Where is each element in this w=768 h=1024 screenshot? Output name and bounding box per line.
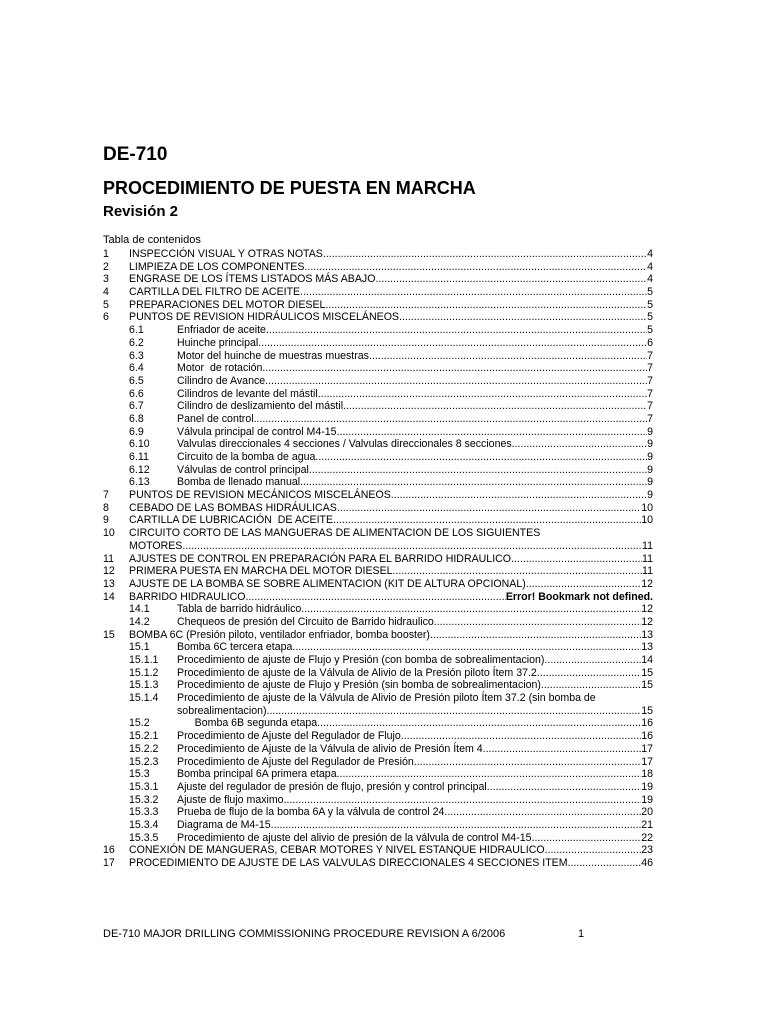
toc-dot-leader [568, 857, 642, 870]
toc-entry-title: Prueba de flujo de la bomba 6A y la válvula de control 24 [177, 806, 445, 819]
toc-entry-page: 5 [647, 311, 653, 324]
toc-entry[interactable] [103, 413, 653, 426]
toc-dot-leader [399, 311, 647, 324]
toc-entry-number: 6.1 [129, 324, 144, 337]
toc-entry-number: 15.1.1 [129, 654, 159, 666]
toc-entry-title: BOMBA 6C (Presión piloto, ventilador enfriador, bomba booster) [129, 628, 430, 641]
toc-entry-number: 13 [103, 577, 115, 590]
toc-entry-number: 15.2 [129, 717, 150, 730]
toc-entry[interactable] [103, 464, 653, 477]
toc-entry-title: PRIMERA PUESTA EN MARCHA DEL MOTOR DIESEL [129, 565, 393, 578]
toc-entry-title: Válvula principal de control M4-15 [177, 425, 337, 438]
toc-entry-page: 12 [641, 615, 653, 628]
toc-entry[interactable] [103, 768, 653, 781]
toc-entry[interactable] [103, 819, 653, 832]
toc-entry[interactable] [103, 337, 653, 350]
toc-entry-number: 15.2.1 [129, 730, 159, 743]
toc-entry[interactable] [103, 565, 653, 578]
toc-entry-title: CONEXIÓN DE MANGUERAS, CEBAR MOTORES Y NIVEL ESTANQUE HIDRAULICO [129, 844, 545, 857]
toc-dot-leader [292, 641, 641, 654]
toc-dot-leader [369, 350, 647, 363]
toc-entry-title: Válvulas de control principal [177, 463, 309, 476]
toc-entry-title: AJUSTE DE LA BOMBA SE SOBRE ALIMENTACION (KIT DE ALTURA OPCIONAL) [129, 577, 526, 590]
toc-entry-title: Procedimiento de Ajuste de la Válvula de alivio de Presión Ítem 4 [177, 742, 483, 755]
toc-entry-number: 15.1.2 [129, 666, 159, 679]
toc-entry-title: INSPECCIÓN VISUAL Y OTRAS NOTAS [129, 248, 323, 260]
toc-entry-page: 12 [641, 577, 653, 590]
toc-entry-number: 6.3 [129, 349, 144, 362]
toc-entry[interactable] [103, 286, 653, 299]
footer-text: DE-710 MAJOR DRILLING COMMISSIONING PROCEDURE REVISION A 6/2006 [103, 928, 506, 940]
toc-entry-title: Cilindro de Avance [177, 374, 266, 387]
toc-entry-number: 16 [103, 844, 115, 857]
toc-dot-leader [444, 806, 641, 819]
toc-entry-number: 15.3 [129, 768, 150, 781]
toc-entry-page: 17 [641, 755, 653, 768]
toc-entry-title: Circuito de la bomba de agua [177, 451, 316, 463]
toc-entry-page: 4 [647, 248, 653, 260]
toc-entry[interactable] [103, 375, 653, 388]
toc-entry-title: CARTILLA DE LUBRICACIÓN DE ACEITE [129, 514, 334, 527]
toc-entry-title: Bomba 6B segunda etapa [177, 717, 318, 730]
toc-dot-leader [258, 337, 647, 350]
toc-entry-title: Procedimiento de Ajuste del Regulador de Presión [177, 755, 414, 768]
toc-entry-number: 17 [103, 857, 115, 869]
toc-entry-number: 15.3.2 [129, 793, 159, 806]
toc-entry-page: 9 [647, 489, 653, 502]
toc-entry-number: 12 [103, 565, 115, 578]
toc-entry-title: Procedimiento de ajuste de la Válvula de Alivio de Presión piloto Ítem 37.2 (sin bomba de [177, 692, 596, 705]
toc-entry-page: 10 [641, 501, 653, 514]
toc-entry-number: 6.11 [129, 451, 149, 463]
toc-entry[interactable] [103, 514, 653, 527]
toc-entry-page: 4 [647, 273, 653, 286]
toc-entry-page: 9 [647, 451, 653, 463]
toc-dot-leader [544, 654, 641, 667]
toc-heading: Tabla de contenidos [103, 234, 201, 246]
toc-entry[interactable] [103, 679, 653, 692]
toc-entry-page: 20 [641, 806, 653, 819]
toc-entry[interactable] [103, 730, 653, 743]
toc-entry-continuation[interactable] [103, 540, 653, 553]
toc-entry-title: Valvulas direccionales 4 secciones / Valvulas direccionales 8 secciones [177, 438, 512, 451]
toc-dot-leader [254, 413, 648, 426]
toc-entry-number: 6 [103, 311, 109, 324]
toc-entry-title: Diagrama de M4-15 [177, 818, 271, 831]
toc-entry-number: 14.1 [129, 603, 150, 616]
toc-dot-leader [333, 514, 641, 527]
toc-entry-title: Chequeos de presión del Circuito de Barrido hidraulico [177, 615, 434, 628]
toc-entry-page: 46 [641, 857, 653, 869]
toc-entry-number: 15.2.2 [129, 742, 159, 755]
toc-entry-page: 21 [641, 818, 653, 831]
toc-entry-page: 19 [641, 793, 653, 806]
toc-entry-number: 2 [103, 260, 109, 273]
toc-entry-title: Cilindros de levante del mástil [177, 387, 318, 400]
toc-dot-leader [323, 248, 647, 261]
toc-entry-page: 7 [647, 387, 653, 400]
toc-entry[interactable] [103, 388, 653, 401]
toc-entry-number: 15.3.3 [129, 806, 159, 819]
toc-dot-leader [315, 451, 647, 464]
toc-entry-title: Ajuste del regulador de presión de flujo, presión y control principal [177, 780, 487, 793]
toc-entry[interactable] [103, 717, 653, 730]
toc-dot-leader [246, 591, 506, 604]
toc-entry[interactable] [103, 743, 653, 756]
toc-entry-title: CIRCUITO CORTO DE LAS MANGUERAS DE ALIMENTACION DE LOS SIGUIENTES [129, 527, 541, 540]
toc-entry[interactable] [103, 616, 653, 629]
toc-entry-page: 9 [647, 425, 653, 438]
toc-entry-page: 7 [647, 374, 653, 387]
toc-entry-title: PREPARACIONES DEL MOTOR DIESEL [129, 298, 326, 311]
toc-entry-number: 5 [103, 298, 109, 311]
toc-dot-leader [317, 717, 641, 730]
toc-entry[interactable] [103, 426, 653, 439]
toc-dot-leader [401, 730, 641, 743]
toc-entry[interactable] [103, 806, 653, 819]
toc-entry[interactable] [103, 362, 653, 375]
toc-dot-leader [483, 743, 642, 756]
toc-dot-leader [512, 438, 647, 451]
toc-entry-number: 6.4 [129, 362, 144, 375]
toc-entry-number: 10 [103, 527, 115, 540]
toc-entry[interactable] [103, 857, 653, 870]
toc-entry-title: PUNTOS DE REVISION HIDRÁULICOS MISCELÁNEOS [129, 311, 400, 324]
toc-entry[interactable] [103, 692, 653, 705]
toc-dot-leader [532, 832, 642, 845]
toc-entry[interactable] [103, 667, 653, 680]
toc-entry-page: 9 [647, 438, 653, 451]
toc-entry-page: 11 [642, 539, 653, 552]
footer-page-number: 1 [578, 928, 585, 940]
toc-dot-leader [337, 768, 642, 781]
toc-entry-page: 15 [641, 666, 653, 679]
toc-entry-number: 1 [103, 248, 109, 260]
toc-dot-leader [337, 502, 641, 515]
toc-dot-leader [537, 667, 641, 680]
toc-entry-number: 14.2 [129, 615, 150, 628]
toc-entry-page: 5 [647, 298, 653, 311]
toc-entry-page: 9 [647, 476, 653, 489]
toc-dot-leader [300, 476, 647, 489]
document-code: DE-710 [103, 144, 168, 165]
toc-entry-page: 14 [641, 654, 653, 666]
toc-entry-number: 9 [103, 514, 109, 527]
toc-entry-title: Cilindro de deslizamiento del mástil [177, 400, 344, 413]
toc-dot-leader [541, 679, 641, 692]
toc-entry-title: Tabla de barrido hidráulico. [177, 603, 305, 616]
toc-entry[interactable] [103, 844, 653, 857]
toc-entry[interactable] [103, 311, 653, 324]
toc-entry-title: BARRIDO HIDRAULICO [129, 590, 246, 603]
toc-entry-title: AJUSTES DE CONTROL EN PREPARACIÓN PARA EL BARRIDO HIDRAULICO [129, 552, 512, 565]
toc-entry-number: 6.9 [129, 425, 144, 438]
toc-dot-leader [265, 375, 647, 388]
toc-dot-leader [430, 629, 641, 642]
toc-entry-number: 15.2.3 [129, 755, 159, 768]
toc-entry-title: Procedimiento de ajuste de la Válvula de Alivio de la Presión piloto Ítem 37.2 [177, 666, 537, 679]
toc-dot-leader [545, 844, 642, 857]
toc-entry[interactable] [103, 324, 653, 337]
toc-entry-page: 16 [641, 717, 653, 730]
toc-entry[interactable] [103, 248, 653, 261]
toc-entry-page: 5 [647, 286, 653, 299]
toc-entry-page: 7 [647, 400, 653, 413]
toc-entry-number: 15.3.5 [129, 831, 159, 844]
document-title: PROCEDIMIENTO DE PUESTA EN MARCHA [103, 178, 476, 198]
toc-dot-leader [526, 578, 641, 591]
toc-entry-title: Procedimiento de Ajuste del Regulador de Flujo [177, 730, 401, 743]
toc-dot-leader [284, 794, 642, 807]
toc-entry-page: 7 [647, 362, 653, 375]
toc-entry-bookmark-error: Error! Bookmark not defined. [505, 590, 653, 603]
toc-entry-title: LIMPIEZA DE LOS COMPONENTES [129, 260, 305, 273]
toc-entry[interactable] [103, 476, 653, 489]
toc-dot-leader [304, 261, 647, 274]
toc-entry-number: 15 [103, 628, 115, 641]
toc-entry-number: 6.6 [129, 387, 144, 400]
toc-entry-number: 11 [103, 552, 114, 565]
document-revision: Revisión 2 [103, 203, 179, 220]
toc-entry-number: 8 [103, 501, 109, 514]
toc-entry-page: 11 [642, 565, 653, 578]
toc-entry-number: 15.1.3 [129, 679, 159, 692]
table-of-contents [103, 248, 653, 870]
toc-entry[interactable] [103, 553, 653, 566]
toc-entry-title: Huinche principal [177, 336, 259, 349]
toc-entry[interactable] [103, 832, 653, 845]
toc-entry[interactable] [103, 350, 653, 363]
toc-dot-leader [304, 603, 641, 616]
toc-entry-title: Bomba principal 6A primera etapa [177, 768, 337, 781]
toc-entry-page: 18 [641, 768, 653, 781]
toc-entry-title: Procedimiento de ajuste del alivio de presión de la válvula de control M4-15 [177, 831, 532, 844]
toc-dot-leader [414, 756, 641, 769]
toc-entry[interactable] [103, 591, 653, 604]
toc-dot-leader [266, 324, 647, 337]
toc-entry[interactable] [103, 489, 653, 502]
toc-entry-number: 6.8 [129, 412, 144, 425]
toc-dot-leader [511, 553, 642, 566]
toc-entry-page: 7 [647, 349, 653, 362]
toc-entry[interactable] [103, 629, 653, 642]
toc-entry-page: 5 [647, 324, 653, 337]
toc-entry-page: 15 [641, 704, 653, 717]
toc-dot-leader [325, 299, 647, 312]
toc-entry-page: 16 [641, 730, 653, 743]
toc-entry[interactable] [103, 400, 653, 413]
toc-entry-number: 15.1.4 [129, 692, 159, 705]
toc-entry-page: 19 [641, 780, 653, 793]
toc-entry[interactable] [103, 273, 653, 286]
toc-entry[interactable] [103, 299, 653, 312]
toc-entry-page: 22 [641, 831, 653, 844]
toc-dot-leader [271, 819, 642, 832]
toc-entry[interactable] [103, 794, 653, 807]
toc-entry[interactable] [103, 261, 653, 274]
toc-entry-continuation[interactable] [103, 705, 653, 718]
toc-entry-title: Ajuste de flujo maximo [177, 793, 284, 806]
toc-entry-number: 15.1 [129, 641, 150, 654]
toc-entry-title: Bomba de llenado manual [177, 476, 301, 489]
toc-dot-leader [391, 489, 647, 502]
toc-dot-leader [267, 705, 642, 718]
toc-entry-title: Bomba 6C tercera etapa [177, 641, 293, 654]
toc-dot-leader [318, 388, 647, 401]
toc-dot-leader [375, 273, 647, 286]
toc-entry[interactable] [103, 451, 653, 464]
toc-entry-number: 6.12 [129, 463, 150, 476]
toc-entry-page: 4 [647, 260, 653, 273]
toc-entry-page: 10 [641, 514, 653, 527]
toc-entry-number: 6.13 [129, 476, 150, 489]
toc-dot-leader [337, 426, 648, 439]
toc-entry-page: 12 [641, 603, 653, 616]
toc-entry-number: 15.3.1 [129, 780, 159, 793]
toc-entry-number: 15.3.4 [129, 818, 159, 831]
toc-entry-number: 6.2 [129, 336, 144, 349]
toc-dot-leader [343, 400, 647, 413]
toc-entry[interactable] [103, 438, 653, 451]
toc-dot-leader [262, 362, 647, 375]
toc-dot-leader [487, 781, 641, 794]
toc-entry-page: 6 [647, 336, 653, 349]
toc-entry-page: 11 [642, 552, 653, 565]
toc-entry-title: Procedimiento de ajuste de Flujo y Presión (sin bomba de sobrealimentacion) [177, 679, 541, 692]
toc-dot-leader [393, 565, 642, 578]
toc-entry[interactable] [103, 527, 653, 540]
toc-dot-leader [309, 464, 647, 477]
toc-dot-leader [300, 286, 647, 299]
toc-entry[interactable] [103, 641, 653, 654]
toc-entry[interactable] [103, 578, 653, 591]
toc-entry-title-continued: MOTORES [129, 539, 183, 552]
toc-entry-title: PROCEDIMIENTO DE AJUSTE DE LAS VALVULAS DIRECCIONALES 4 SECCIONES ITEM [129, 857, 568, 869]
toc-entry-page: 17 [641, 742, 653, 755]
toc-entry[interactable] [103, 781, 653, 794]
toc-entry-title: Procedimiento de ajuste de Flujo y Presión (con bomba de sobrealimentacion) [177, 654, 545, 666]
toc-entry[interactable] [103, 502, 653, 515]
toc-dot-leader [434, 616, 641, 629]
toc-entry-number: 6.5 [129, 374, 144, 387]
toc-entry-number: 4 [103, 286, 109, 299]
toc-entry-page: 13 [641, 628, 653, 641]
toc-entry-title: CARTILLA DEL FILTRO DE ACEITE [129, 286, 301, 299]
toc-entry-title: Motor del huinche de muestras muestras [177, 349, 369, 362]
toc-entry-title: PUNTOS DE REVISION MECÁNICOS MISCELÁNEOS [129, 489, 391, 502]
toc-entry-page: 9 [647, 463, 653, 476]
toc-entry-page: 7 [647, 412, 653, 425]
toc-entry[interactable] [103, 603, 653, 616]
toc-entry[interactable] [103, 756, 653, 769]
toc-entry-title-continued: sobrealimentacion) [177, 704, 267, 717]
toc-entry-number: 6.10 [129, 438, 150, 451]
toc-entry-title: Enfriador de aceite [177, 324, 266, 337]
toc-entry-number: 6.7 [129, 400, 144, 413]
toc-entry-title: Motor de rotación [177, 362, 263, 375]
toc-entry-number: 7 [103, 489, 109, 502]
toc-entry-title: CEBADO DE LAS BOMBAS HIDRÁULICAS [129, 501, 337, 514]
toc-entry-page: 13 [641, 641, 653, 654]
toc-entry-title: Panel de control [177, 412, 254, 425]
toc-entry-page: 23 [641, 844, 653, 857]
toc-entry-number: 14 [103, 590, 115, 603]
toc-dot-leader [182, 540, 642, 553]
toc-entry-number: 3 [103, 273, 109, 286]
toc-entry[interactable] [103, 654, 653, 667]
toc-entry-title: ENGRASE DE LOS ÍTEMS LISTADOS MÁS ABAJO [129, 273, 376, 286]
toc-entry-page: 15 [641, 679, 653, 692]
